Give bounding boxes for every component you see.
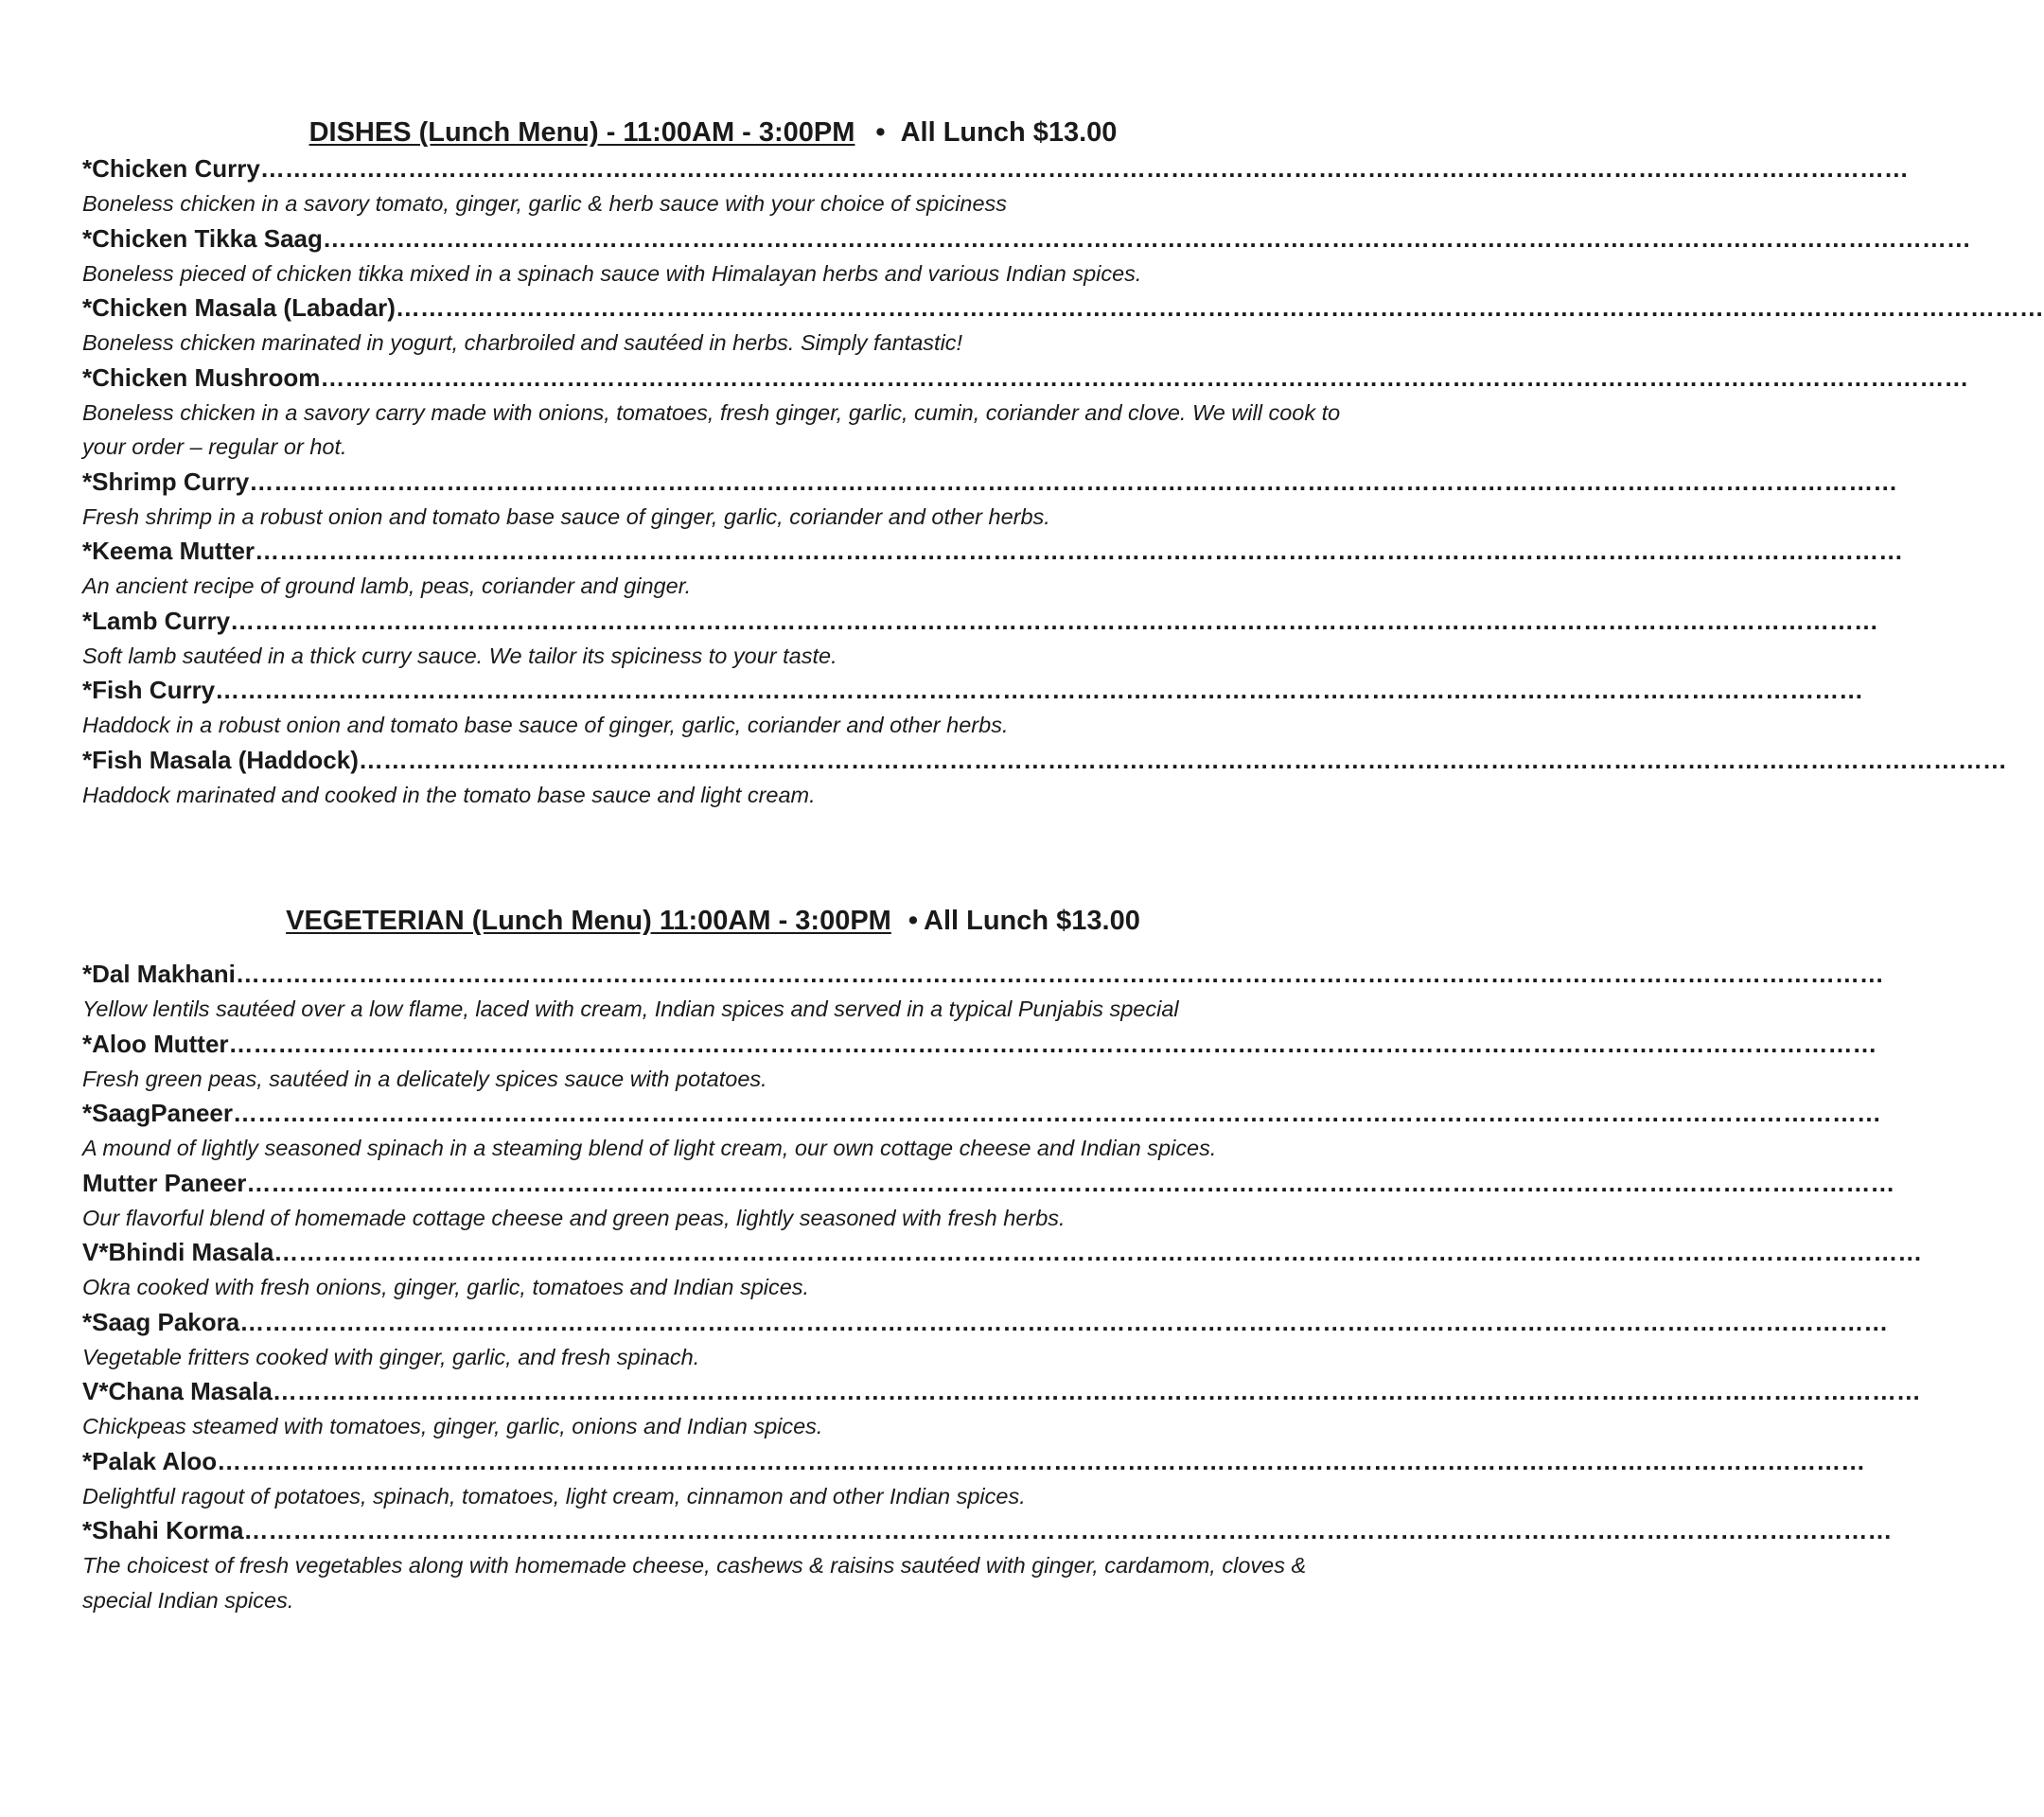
vegetarian-title: VEGETERIAN (Lunch Menu) 11:00AM - 3:00PM xyxy=(286,906,891,936)
menu-item xyxy=(82,534,1904,604)
menu-item-description: Chickpeas steamed with tomatoes, ginger, garlic, onions and Indian spices. xyxy=(82,1414,823,1438)
menu-item-name: *Palak Aloo xyxy=(82,1446,218,1475)
menu-item xyxy=(82,221,1971,291)
dot-leader: ………………………………………………………………………………………………………………………………………………………………………………… xyxy=(322,223,1971,253)
menu-item-name: V*Chana Masala xyxy=(82,1377,273,1405)
dishes-price-note: All Lunch $13.00 xyxy=(900,117,1118,148)
dot-leader: ………………………………………………………………………………………………………………………………………………………………………………… xyxy=(358,745,2007,774)
dot-leader: ………………………………………………………………………………………………………………………………………………………………………………… xyxy=(235,960,1884,988)
menu-item-name: *Aloo Mutter xyxy=(82,1029,229,1058)
menu-item-name: *Chicken Mushroom xyxy=(82,362,321,392)
menu-item-description: Okra cooked with fresh onions, ginger, garlic, tomatoes and Indian spices. xyxy=(82,1275,810,1299)
menu-item xyxy=(82,1513,1893,1617)
dishes-list xyxy=(82,151,2044,812)
menu-item-name: *Chicken Curry xyxy=(82,154,260,183)
menu-item xyxy=(82,1235,1923,1305)
dot-leader: ………………………………………………………………………………………………………………………………………………………………………………… xyxy=(259,154,1909,183)
menu-item xyxy=(82,1374,1921,1444)
menu-item xyxy=(82,1444,1866,1514)
menu-item-description: Yellow lentils sautéed over a low flame, laced with cream, Indian spices and served in a typical Punjabis special xyxy=(82,997,1179,1021)
menu-item-description: Fresh green peas, sautéed in a delicately spices sauce with potatoes. xyxy=(82,1066,767,1091)
dot-leader: ………………………………………………………………………………………………………………………………………………………………………………… xyxy=(320,362,1969,392)
menu-item xyxy=(82,151,1909,221)
vegetarian-list xyxy=(82,957,1923,1617)
menu-item-name: *Keema Mutter xyxy=(82,537,256,565)
menu-item-description: Delightful ragout of potatoes, spinach, tomatoes, light cream, cinnamon and other Indian spices. xyxy=(82,1483,1026,1508)
menu-item-name: *SaagPaneer xyxy=(82,1099,233,1127)
menu-item xyxy=(82,1027,1877,1097)
dot-leader: ………………………………………………………………………………………………………………………………………………………………………………… xyxy=(243,1516,1893,1544)
menu-item xyxy=(82,291,2044,361)
dishes-bullet: • xyxy=(875,117,886,148)
dishes-heading xyxy=(82,114,1344,151)
dot-leader: ………………………………………………………………………………………………………………………………………………………………………………… xyxy=(255,537,1904,565)
menu-item-description: A mound of lightly seasoned spinach in a steaming blend of light cream, our own cottage cheese and Indian spices. xyxy=(82,1136,1217,1160)
dot-leader: ………………………………………………………………………………………………………………………………………………………………………………… xyxy=(228,1029,1877,1058)
dot-leader: ………………………………………………………………………………………………………………………………………………………………………………… xyxy=(217,1446,1866,1475)
vegetarian-price-note: All Lunch $13.00 xyxy=(924,906,1140,936)
menu-item-name: *Dal Makhani xyxy=(82,960,236,988)
menu-item-name: *Lamb Curry xyxy=(82,606,231,635)
menu-item-name: *Fish Curry xyxy=(82,676,216,704)
dot-leader: ………………………………………………………………………………………………………………………………………………………………………………… xyxy=(215,676,1864,704)
menu-item-name: *Fish Masala (Haddock) xyxy=(82,745,359,774)
menu-item-name: *Chicken Masala (Labadar) xyxy=(82,293,396,322)
dot-leader: ………………………………………………………………………………………………………………………………………………………………………………… xyxy=(249,467,1898,496)
vegetarian-bullet: • xyxy=(907,906,918,936)
menu-item-description: The choicest of fresh vegetables along with homemade cheese, cashews & raisins sautéed with ginger, cardamom, cloves & special Indian spices. xyxy=(82,1553,1307,1613)
dot-leader: ………………………………………………………………………………………………………………………………………………………………………………… xyxy=(273,1238,1923,1266)
dot-leader: ………………………………………………………………………………………………………………………………………………………………………………… xyxy=(246,1168,1895,1197)
dot-leader: ………………………………………………………………………………………………………………………………………………………………………………… xyxy=(395,293,2044,322)
menu-item xyxy=(82,957,1884,1027)
menu-item-name: *Shrimp Curry xyxy=(82,467,250,496)
menu-item xyxy=(82,604,1879,674)
menu-item-description: Boneless chicken in a savory tomato, ginger, garlic & herb sauce with your choice of spiciness xyxy=(82,191,1008,216)
menu-item-name: *Chicken Tikka Saag xyxy=(82,223,323,253)
vegetarian-section xyxy=(82,902,1923,1617)
dot-leader: ………………………………………………………………………………………………………………………………………………………………………………… xyxy=(230,606,1879,635)
menu-item-name: Mutter Paneer xyxy=(82,1168,247,1197)
menu-item-description: Boneless chicken in a savory carry made with onions, tomatoes, fresh ginger, garlic, cumin, coriander and clove. We will cook to your order – regular or hot. xyxy=(82,399,1341,459)
menu-item-description: Boneless pieced of chicken tikka mixed in a spinach sauce with Himalayan herbs and various Indian spices. xyxy=(82,260,1142,286)
menu-item xyxy=(82,743,2007,813)
menu-item-description: Haddock marinated and cooked in the tomato base sauce and light cream. xyxy=(82,782,816,807)
dishes-title: DISHES (Lunch Menu) - 11:00AM - 3:00PM xyxy=(308,117,855,148)
menu-item xyxy=(82,361,1969,465)
menu-item-description: Soft lamb sautéed in a thick curry sauce. We tailor its spiciness to your taste. xyxy=(82,643,837,668)
menu-item-description: Vegetable fritters cooked with ginger, garlic, and fresh spinach. xyxy=(82,1344,700,1369)
menu-item-name: V*Bhindi Masala xyxy=(82,1238,274,1266)
menu-item xyxy=(82,673,1864,743)
menu-item xyxy=(82,1305,1889,1375)
menu-item-description: Boneless chicken marinated in yogurt, charbroiled and sautéed in herbs. Simply fantastic! xyxy=(82,330,963,355)
menu-item-name: *Saag Pakora xyxy=(82,1307,240,1336)
menu-item xyxy=(82,1166,1895,1236)
dot-leader: ………………………………………………………………………………………………………………………………………………………………………………… xyxy=(239,1307,1889,1336)
menu-item-name: *Shahi Korma xyxy=(82,1516,244,1544)
menu-item-description: Fresh shrimp in a robust onion and tomato base sauce of ginger, garlic, coriander and other herbs. xyxy=(82,503,1050,529)
dishes-section xyxy=(82,114,2044,812)
menu-item xyxy=(82,465,1898,535)
menu-item xyxy=(82,1096,1881,1166)
vegetarian-heading xyxy=(82,902,1344,940)
dot-leader: ………………………………………………………………………………………………………………………………………………………………………………… xyxy=(232,1099,1881,1127)
dot-leader: ………………………………………………………………………………………………………………………………………………………………………………… xyxy=(272,1377,1921,1405)
menu-item-description: Haddock in a robust onion and tomato base sauce of ginger, garlic, coriander and other herbs. xyxy=(82,713,1009,737)
menu-item-description: Our flavorful blend of homemade cottage cheese and green peas, lightly seasoned with fresh herbs. xyxy=(82,1205,1066,1230)
menu-item-description: An ancient recipe of ground lamb, peas, coriander and ginger. xyxy=(82,573,692,598)
